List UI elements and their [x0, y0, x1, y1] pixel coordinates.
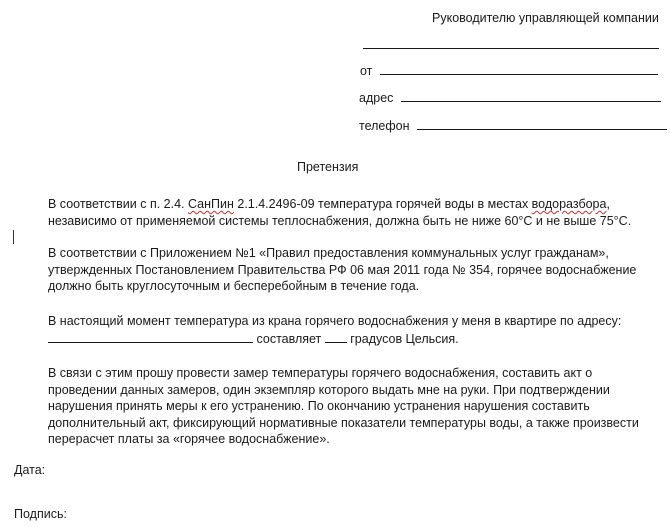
p4-line-1: В связи с этим прошу провести замер температуры горячего водоснабжения, составить акт о: [48, 366, 593, 380]
p3-text-end: градусов Цельсия.: [346, 331, 459, 346]
p4-line-5: перерасчет платы за «горячее водоснабжение».: [48, 432, 330, 446]
p1-vodorazbora-word: водоразбора: [531, 197, 607, 211]
p4-line-3: нарушения принять меры к его устранению. По окончанию устранения нарушения составить: [48, 399, 590, 413]
paragraph-3: [48, 313, 621, 347]
paragraph-1: [48, 196, 631, 229]
address-label: адрес: [359, 91, 394, 105]
signature-label: Подпись:: [14, 507, 67, 521]
p1-text-b: 2.1.4.2496-09 температура горячей воды в местах: [233, 197, 532, 211]
date-label: Дата:: [14, 463, 46, 477]
p1-line-1: [48, 196, 631, 213]
document-title: Претензия: [297, 160, 359, 174]
p2-line-2: утвержденных Постановлением Правительства РФ 06 мая 2011 года № 354, горячее водоснабжение: [48, 262, 637, 277]
p3-address-blank: [48, 330, 253, 343]
p4-line-2: проведении данных замеров, один экземпляр которого выдать мне на руки. При подтверждении: [48, 382, 610, 397]
text-cursor: [13, 230, 14, 244]
p3-degrees-blank: [325, 330, 347, 343]
paragraph-4: [48, 365, 639, 448]
p3-line-2: [48, 330, 621, 348]
p1-text-c: ,: [606, 197, 610, 211]
p3-text-mid: составляет: [253, 331, 325, 346]
phone-label: телефон: [359, 119, 410, 133]
address-row: [359, 89, 661, 105]
paragraph-2: [48, 245, 636, 295]
recipient-text: Руководителю управляющей компании: [432, 11, 659, 25]
p1-sanpin-word: СанПин: [188, 197, 234, 211]
p4-line-4: дополнительный акт, фиксирующий нормативные показатели температуры воды, а также произвести: [48, 415, 639, 430]
recipient-name-line: [363, 36, 659, 49]
p2-line-3: должно быть круглосуточным и бесперебойным в течение года.: [48, 279, 420, 293]
phone-row: [359, 117, 667, 133]
phone-line: [417, 117, 667, 130]
from-line: [380, 62, 658, 75]
from-label: от: [360, 64, 373, 78]
from-row: [360, 62, 658, 78]
p2-line-1: В соответствии с Приложением №1 «Правил предоставления коммунальных услуг гражданам»,: [48, 246, 609, 260]
address-line: [401, 89, 661, 102]
p1-text-a: В соответствии с п. 2.4.: [48, 197, 188, 211]
p3-line-1: В настоящий момент температура из крана горячего водоснабжения у меня в квартире по адресу:: [48, 314, 622, 328]
p1-line-2: независимо от применяемой системы теплоснабжения, должна быть не ниже 60°С и не выше 75°С.: [48, 213, 632, 228]
